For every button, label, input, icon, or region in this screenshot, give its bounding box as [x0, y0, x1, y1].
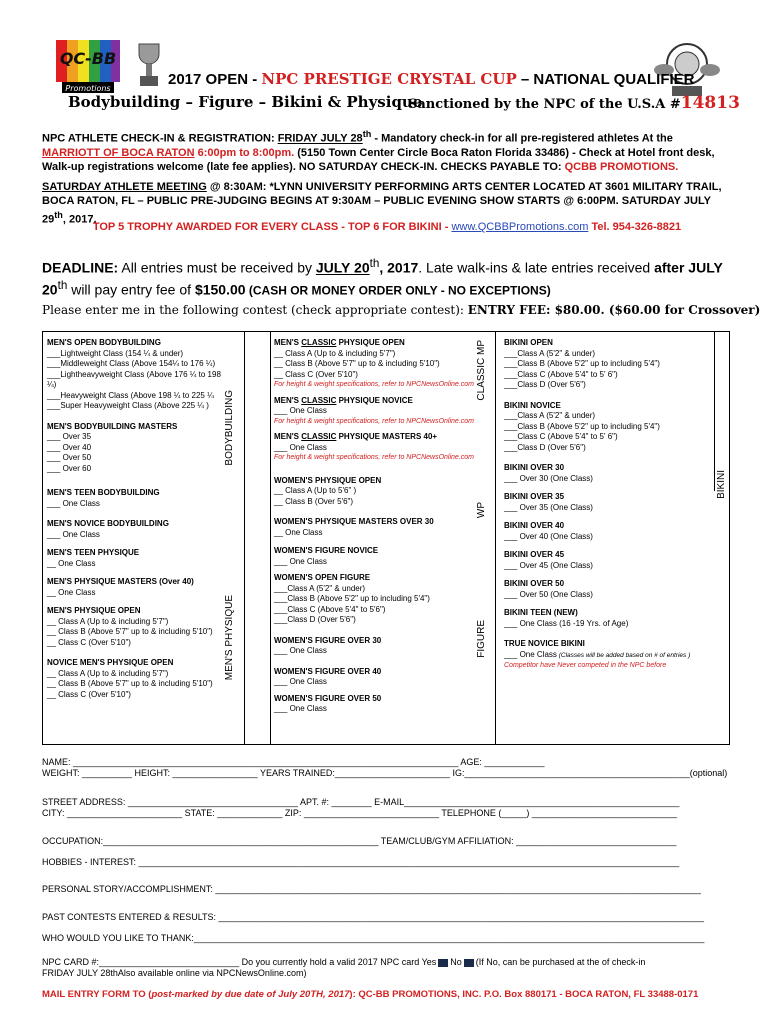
weight-height-field[interactable]: WEIGHT: __________ HEIGHT: _________________ YEARS TRAINED:_______________________ IG:_____________________________________________(optional)	[42, 768, 728, 778]
label-mens-physique: MEN'S PHYSIQUE	[224, 595, 235, 681]
section-bikini-45: BIKINI OVER 45	[504, 550, 565, 559]
list-item[interactable]: ___Super Heavyweight Class (Above 225 ¼ )	[47, 401, 209, 410]
qcbb-logo	[56, 40, 120, 94]
section-teen-bodybuilding: MEN'S TEEN BODYBUILDING	[47, 488, 160, 497]
website-link[interactable]: www.QCBBPromotions.com	[451, 221, 589, 233]
hobbies-field[interactable]: HOBBIES - INTEREST: ____________________________________________________________________________________________________________	[42, 857, 680, 867]
section-novice-physique: NOVICE MEN'S PHYSIQUE OPEN	[47, 658, 174, 667]
list-item[interactable]: ___Class C (Above 5'4" to 5' 6")	[504, 432, 618, 441]
npc-seal-icon	[652, 32, 722, 100]
page-title: 2017 OPEN - NPC PRESTIGE CRYSTAL CUP – NATIONAL QUALIFIER	[168, 70, 695, 88]
section-bikini-30: BIKINI OVER 30	[504, 463, 565, 472]
entry-instructions: Please enter me in the following contest (check appropriate contest): ENTRY FEE: $80.00. ($60.00 for Crossover)	[42, 303, 761, 317]
list-item[interactable]: ___Lightweight Class (154 ¼ & under)	[47, 348, 184, 358]
section-physique-masters: MEN'S PHYSIQUE MASTERS (Over 40)	[47, 577, 194, 586]
yes-checkbox[interactable]	[438, 959, 448, 967]
section-bikini-35: BIKINI OVER 35	[504, 492, 565, 501]
section-bikini-open: BIKINI OPEN	[504, 338, 553, 347]
grid-divider-4	[714, 331, 715, 491]
column-classic-women	[274, 338, 474, 720]
meeting-paragraph: SATURDAY ATHLETE MEETING @ 8:30AM: *LYNN UNIVERSITY PERFORMING ARTS CENTER LOCATED AT 3601 MILITARY TRAIL, BOCA RATON, FL – PUBLIC PRE-JUDGING BEGINS AT 9:30AM – PUBLIC EVENING SHOW STARTS @ 6:00PM. SATURDAY JULY 29th, 2017.	[42, 181, 722, 226]
list-item[interactable]: ___Class D (Over 5'6")	[274, 615, 356, 624]
list-item[interactable]: __ Class B (Above 5'7" up to & including 5'10")	[47, 627, 213, 636]
section-teen-physique: MEN'S TEEN PHYSIQUE	[47, 548, 140, 557]
list-item[interactable]: __ Class B (Over 5'6")	[274, 496, 354, 506]
section-wp-open: WOMEN'S PHYSIQUE OPEN	[274, 475, 382, 485]
label-wp: WP	[476, 502, 487, 519]
list-item[interactable]: ___ Over 40	[47, 442, 92, 452]
section-novice-bodybuilding: MEN'S NOVICE BODYBUILDING	[47, 519, 169, 528]
section-figure-novice: WOMEN'S FIGURE NOVICE	[274, 546, 379, 555]
grid-divider-2	[270, 331, 271, 745]
npc-card-note: FRIDAY JULY 28thAlso available online via NPCNewsOnline.com)	[42, 968, 307, 978]
list-item[interactable]: ___ Over 35 (One Class)	[504, 502, 593, 512]
hw-note: For height & weight specifications, refer to NPCNewsOnline.com	[274, 381, 474, 388]
list-item[interactable]: ___Class D (Over 5'6")	[504, 380, 586, 389]
sanction-line: Sanctioned by the NPC of the U.S.A #14813	[408, 93, 740, 113]
list-item[interactable]: ___ One Class (16 -19 Yrs. of Age)	[504, 618, 629, 628]
list-item[interactable]: ___Class B (Above 5'2" up to including 5'4")	[504, 359, 660, 368]
list-item[interactable]: __ Class B (Above 5'7" up to & including 5'10")	[47, 679, 213, 688]
list-item[interactable]: ___ One Class	[47, 498, 100, 508]
list-item[interactable]: __ Class A (Up to & including 5'7")	[47, 616, 169, 626]
list-item[interactable]: ___ One Class	[274, 646, 327, 655]
column-bikini	[504, 338, 712, 677]
list-item[interactable]: ___ One Class	[47, 529, 100, 539]
name-age-field[interactable]: NAME: _____________________________________________________________________________ AGE: ____________	[42, 757, 545, 767]
list-item[interactable]: __ Class A (Up to & including 5'7")	[47, 668, 169, 678]
section-figure-open: WOMEN'S OPEN FIGURE	[274, 573, 371, 582]
label-classic-mp: CLASSIC MP	[476, 340, 487, 401]
trophy-line: TOP 5 TROPHY AWARDED FOR EVERY CLASS - TOP 6 FOR BIKINI - www.QCBBPromotions.com Tel. 954-326-8821	[92, 221, 682, 233]
list-item[interactable]: ___Class C (Above 5'4" to 5'6")	[274, 604, 386, 614]
list-item[interactable]: ___Class B (Above 5'2" up to including 5'4")	[274, 594, 430, 603]
label-figure: FIGURE	[476, 620, 487, 658]
section-classic-masters: MEN'S CLASSIC PHYSIQUE MASTERS 40+	[274, 432, 438, 441]
list-item[interactable]: ___ Over 45 (One Class)	[504, 560, 593, 570]
list-item[interactable]: __ Class C (Over 5'10")	[274, 369, 358, 379]
section-wp-masters: WOMEN'S PHYSIQUE MASTERS OVER 30	[274, 517, 434, 526]
list-item[interactable]: ___ Over 50	[47, 453, 92, 462]
list-item[interactable]: __ Class B (Above 5'7" up to & including 5'10")	[274, 359, 440, 368]
past-contests-field[interactable]: PAST CONTESTS ENTERED & RESULTS: _________________________________________________________________________________________________	[42, 912, 705, 922]
list-item[interactable]: ___Class A (5'2" & under)	[274, 583, 366, 593]
list-item[interactable]: __ One Class	[47, 587, 96, 597]
logo-text: QC-BB	[59, 49, 117, 68]
list-item[interactable]: ___ Over 35	[47, 432, 92, 441]
section-physique-open: MEN'S PHYSIQUE OPEN	[47, 606, 141, 615]
section-bikini-50: BIKINI OVER 50	[504, 579, 565, 588]
subtitle: Bodybuilding – Figure – Bikini & Physique	[68, 93, 423, 111]
section-classic-open: MEN'S CLASSIC PHYSIQUE OPEN	[274, 338, 405, 347]
list-item[interactable]: ___ One Class	[274, 704, 327, 713]
list-item[interactable]: ___ Over 50 (One Class)	[504, 589, 593, 599]
hw-note: For height & weight specifications, refer to NPCNewsOnline.com	[274, 417, 474, 425]
section-bikini-teen: BIKINI TEEN (NEW)	[504, 608, 578, 617]
list-item[interactable]: ___ Over 40 (One Class)	[504, 531, 593, 541]
section-open-bodybuilding: MEN'S OPEN BODYBUILDING	[47, 338, 161, 347]
occupation-team-field[interactable]: OCCUPATION:_______________________________________________________ TEAM/CLUB/GYM AFFILIATION: ________________________________	[42, 836, 677, 846]
no-checkbox[interactable]	[464, 959, 474, 967]
section-figure-30: WOMEN'S FIGURE OVER 30	[274, 635, 382, 645]
section-figure-50: WOMEN'S FIGURE OVER 50	[274, 693, 382, 703]
checkin-paragraph: NPC ATHLETE CHECK-IN & REGISTRATION: FRIDAY JULY 28th - Mandatory check-in for all pre-registered athletes At the MARRIOTT OF BOCA RATON 6:00pm to 8:00pm. (5150 Town Center Circle Boca Raton Florida 33486) - Check at Hotel front desk, Walk-up registrations welcome (late fee applies). NO SATURDAY CHECK-IN. CHECKS PAYABLE TO: QCBB PROMOTIONS.	[42, 129, 715, 173]
personal-story-field[interactable]: PERSONAL STORY/ACCOMPLISHMENT: _________________________________________________________________________________________________	[42, 884, 701, 894]
mail-instructions: MAIL ENTRY FORM TO (post-marked by due date of July 20TH, 2017): QC-BB PROMOTIONS, INC. P.O. Box 880171 - BOCA RATON, FL 33488-0171	[42, 989, 699, 1000]
grid-divider-1	[244, 331, 245, 745]
list-item[interactable]: __ Class C (Over 5'10")	[47, 637, 131, 647]
list-item[interactable]: ___ One Class (Classes will be added based on # of entries )	[504, 649, 691, 659]
list-item[interactable]: ___Heavyweight Class (Above 198 ¼ to 225 ¼	[47, 390, 214, 400]
list-item[interactable]: __ Class A (Up to 5'6" )	[274, 486, 357, 495]
section-figure-40: WOMEN'S FIGURE OVER 40	[274, 666, 382, 676]
list-item[interactable]: ___ Over 30 (One Class)	[504, 473, 593, 483]
section-classic-novice: MEN'S CLASSIC PHYSIQUE NOVICE	[274, 395, 413, 405]
hw-note: For height & weight specifications, refer to NPCNewsOnline.com	[274, 454, 474, 461]
deadline-paragraph: DEADLINE: All entries must be received by JULY 20th, 2017. Late walk-ins & late entries received after JULY 20th will pay entry fee of $150.00 (CASH OR MONEY ORDER ONLY - NO EXCEPTIONS)	[42, 257, 723, 298]
list-item[interactable]: ___Middleweight Class (Above 154¼ to 176 ¼)	[47, 359, 216, 368]
npc-card-field[interactable]: NPC CARD #:____________________________ Do you currently hold a valid 2017 NPC card Yes No (If No, can be purchased at the of check-in	[42, 957, 646, 967]
logo-sub: Promotions	[65, 84, 111, 93]
list-item[interactable]: ___ Over 60	[47, 463, 92, 473]
section-true-novice: TRUE NOVICE BIKINI	[504, 639, 585, 648]
section-bodybuilding-masters: MEN'S BODYBUILDING MASTERS	[47, 421, 178, 431]
section-bikini-novice: BIKINI NOVICE	[504, 400, 561, 410]
list-item[interactable]: ___Class A (5'2" & under)	[504, 411, 596, 420]
list-item[interactable]: ___ One Class	[274, 677, 327, 686]
city-state-zip-field[interactable]: CITY: _______________________ STATE: _____________ ZIP: ___________________________ TELEPHONE (_____) _____________________________	[42, 808, 678, 818]
list-item[interactable]: ___Class D (Over 5'6")	[504, 442, 586, 452]
list-item[interactable]: ___Lightheavyweight Class (Above 176 ¼ to 198 ¼)	[47, 369, 221, 389]
trophy-icon	[134, 40, 164, 90]
competitor-note: Competitor have Never competed in the NPC before	[504, 662, 667, 669]
list-item[interactable]: ___Class A (5'2" & under)	[504, 348, 596, 358]
list-item[interactable]: __ One Class	[274, 527, 323, 537]
section-bikini-40: BIKINI OVER 40	[504, 521, 565, 530]
list-item[interactable]: ___ One Class	[274, 556, 327, 566]
list-item[interactable]: __ One Class	[47, 558, 96, 568]
thank-field[interactable]: WHO WOULD YOU LIKE TO THANK:______________________________________________________________________________________________________	[42, 933, 705, 943]
list-item[interactable]: ___Class B (Above 5'2" up to including 5'4")	[504, 421, 660, 431]
label-bikini: BIKINI	[716, 470, 727, 499]
label-bodybuilding: BODYBUILDING	[224, 390, 235, 466]
list-item[interactable]: ___ One Class	[274, 406, 327, 415]
list-item[interactable]: __ Class A (Up to & including 5'7")	[274, 348, 396, 358]
list-item[interactable]: ___Class C (Above 5'4" to 5' 6")	[504, 369, 618, 379]
list-item[interactable]: ___ One Class	[274, 442, 327, 452]
address-email-field[interactable]: STREET ADDRESS: __________________________________ APT. #: ________ E-MAIL_______________________________________________________	[42, 797, 680, 807]
column-men	[47, 338, 227, 705]
grid-divider-3	[495, 331, 496, 745]
list-item[interactable]: __ Class C (Over 5'10")	[47, 689, 131, 699]
